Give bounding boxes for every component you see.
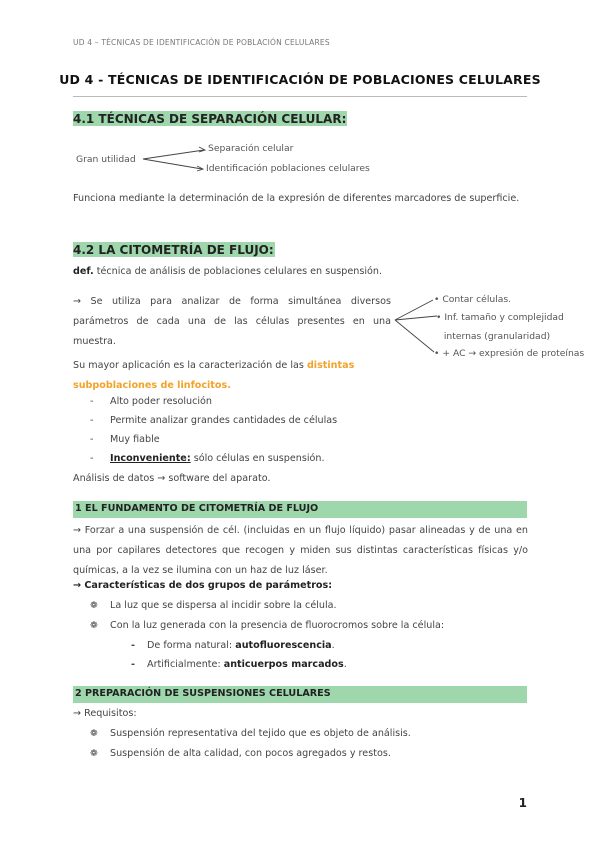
section-4-1-paragraph: Funciona mediante la determinación de la expresión de diferentes marcadores de superficie. <box>73 193 520 204</box>
arrow-ac <box>395 320 434 352</box>
application-highlight-2: subpoblaciones de linfocitos. <box>73 380 231 391</box>
application-paragraph <box>73 356 391 396</box>
list-item <box>90 728 411 739</box>
application-prefix: Su mayor aplicación es la caracterización de las <box>73 360 307 371</box>
flower-bullet-icon: ❁ <box>90 749 98 759</box>
list-item <box>90 396 212 407</box>
sub-item-suffix: . <box>331 640 335 651</box>
arrow-separacion <box>143 150 204 159</box>
subsection-2-heading: 2 PREPARACIÓN DE SUSPENSIONES CELULARES <box>73 686 527 703</box>
page-title: UD 4 - TÉCNICAS DE IDENTIFICACIÓN DE POBLACIONES CELULARES <box>59 72 541 87</box>
side-note-contar: • Contar células. <box>434 294 512 305</box>
subsection-1-heading: 1 EL FUNDAMENTO DE CITOMETRÍA DE FLUJO <box>73 501 527 518</box>
arrow-identificacion <box>143 159 202 169</box>
diagram-root: Gran utilidad <box>76 154 136 165</box>
definition-text: técnica de análisis de poblaciones celulares en suspensión. <box>93 266 383 277</box>
list-item-text: La luz que se dispersa al incidir sobre la célula. <box>110 600 337 611</box>
list-item-text: Permite analizar grandes cantidades de células <box>110 415 338 426</box>
list-item-text: Alto poder resolución <box>110 396 212 407</box>
side-note-granularidad: internas (granularidad) <box>438 331 551 342</box>
list-item-text: Muy fiable <box>110 434 160 445</box>
sub-list-item <box>131 659 347 670</box>
list-item <box>90 620 444 631</box>
usage-paragraph: → Se utiliza para analizar de forma simultánea diversos parámetros de cada una de las células presentes en una muestra. <box>73 296 391 347</box>
sub-item-bold: autofluorescencia <box>235 640 332 651</box>
dash-mark: - <box>90 453 94 464</box>
definition-label: def. <box>73 266 94 277</box>
list-item-text: Suspensión de alta calidad, con pocos agregados y restos. <box>110 748 391 759</box>
flower-bullet-icon: ❁ <box>90 601 98 611</box>
inconveniente-text: sólo células en suspensión. <box>190 453 325 464</box>
sub-item-suffix: . <box>343 659 347 670</box>
list-item-text: Suspensión representativa del tejido que es objeto de análisis. <box>110 728 411 739</box>
sub-list-item <box>131 640 335 651</box>
list-item <box>90 600 337 611</box>
sub-item-prefix: De forma natural: <box>147 640 236 651</box>
dash-mark: - <box>131 659 135 670</box>
diagram-branch-identificacion: Identificación poblaciones celulares <box>206 163 370 174</box>
side-note-ac: • + AC → expresión de proteínas <box>434 348 585 359</box>
analysis-line: Análisis de datos → software del aparato. <box>73 473 271 484</box>
application-highlight-1: distintas <box>306 360 355 371</box>
diagram-branch-separacion: Separación celular <box>208 143 294 154</box>
characteristics-heading: → Características de dos grupos de parámetros: <box>73 580 333 591</box>
dash-mark: - <box>90 396 94 407</box>
list-item-inconveniente <box>90 453 325 464</box>
list-item <box>90 415 337 426</box>
list-item-text: Con la luz generada con la presencia de fluorocromos sobre la célula: <box>110 620 445 631</box>
dash-mark: - <box>90 415 94 426</box>
flower-bullet-icon: ❁ <box>90 729 98 739</box>
list-item <box>90 748 391 759</box>
list-item <box>90 434 160 445</box>
dash-mark: - <box>131 640 135 651</box>
inconveniente-label: Inconveniente: <box>110 453 191 464</box>
side-note-tamano: • Inf. tamaño y complejidad <box>436 312 564 323</box>
sub-item-bold: anticuerpos marcados <box>223 659 344 670</box>
requirements-label: → Requisitos: <box>73 708 137 719</box>
section-4-2-heading-text: 4.2 LA CITOMETRÍA DE FLUJO: <box>73 243 274 257</box>
sub-item-prefix: Artificialmente: <box>147 659 224 670</box>
dash-mark: - <box>90 434 94 445</box>
running-header: UD 4 – TÉCNICAS DE IDENTIFICACIÓN DE POBLACIÓN CELULARES <box>73 38 330 47</box>
page-number: 1 <box>518 796 527 810</box>
section-4-2-heading <box>73 243 275 257</box>
subsection-1-paragraph: → Forzar a una suspensión de cél. (incluidas en un flujo líquido) pasar alineadas y de una en una por capilares detectores que recogen y miden sus distintas características físicas y/o químicas, a la vez se ilumina con un haz de luz láser. <box>73 525 528 576</box>
section-4-1-heading-text: 4.1 TÉCNICAS DE SEPARACIÓN CELULAR: <box>73 112 347 126</box>
flower-bullet-icon: ❁ <box>90 621 98 631</box>
definition-line <box>73 266 382 277</box>
